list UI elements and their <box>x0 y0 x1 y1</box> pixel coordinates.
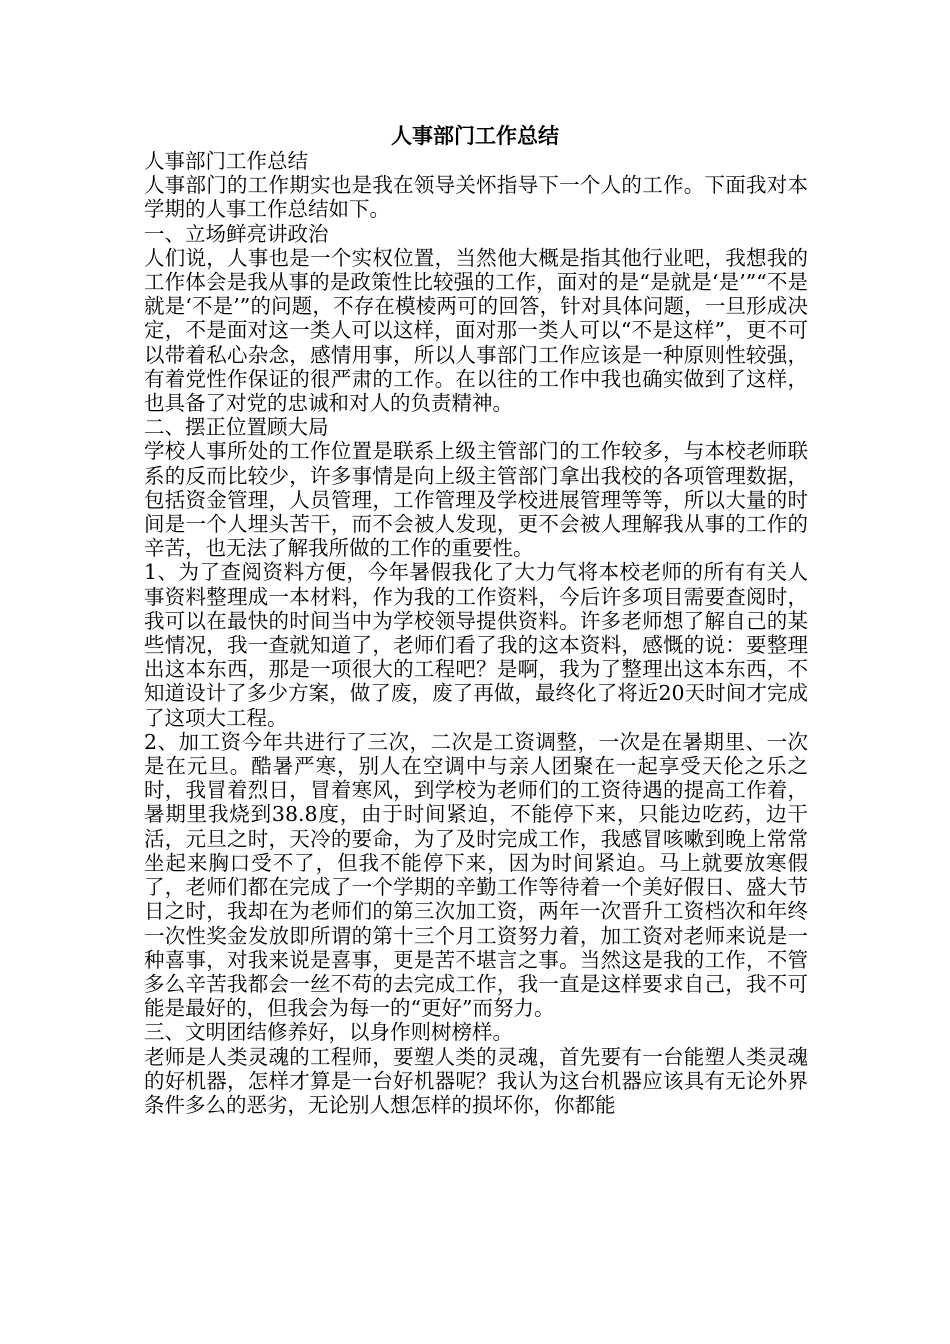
paragraph-heading-repeat: 人事部门工作总结 <box>144 149 308 173</box>
section-heading-3: 三、文明团结修养好，以身作则树榜样。 <box>144 1020 513 1045</box>
paragraph-item-1: 1、为了查阅资料方便，今年暑假我化了大力气将本校老师的所有有关人事资料整理成一本材料，作为我的工作资料，今后许多项目需要查阅时，我可以在最快的时间当中为学校领导提供资料。许多老师想了解自己的某些情况，我一查就知道了，老师们看了我的这本资料，感慨的说：要整理出这本东西，那是一项很大的工程吧？是啊，我为了整理出这本东西，不知道设计了多少方案，做了废，废了再做，最终化了将近20天时间才完成了这项大工程。 <box>144 560 808 730</box>
document-title: 人事部门工作总结 <box>391 124 559 148</box>
paragraph-section-3: 老师是人类灵魂的工程师，要塑人类的灵魂，首先要有一台能塑人类灵魂的好机器，怎样才算是一台好机器呢？我认为这台机器应该具有无论外界条件多么的恶劣，无论别人想怎样的损坏你，你都能 <box>144 1044 808 1117</box>
paragraph-intro: 人事部门的工作期实也是我在领导关怀指导下一个人的工作。下面我对本学期的人事工作总结如下。 <box>144 173 808 222</box>
section-heading-2: 二、摆正位置顾大局 <box>144 415 329 440</box>
paragraph-section-2: 学校人事所处的工作位置是联系上级主管部门的工作较多，与本校老师联系的反而比较少，许多事情是向上级主管部门拿出我校的各项管理数据，包括资金管理，人员管理，工作管理及学校进展管理等等，所以大量的时间是一个人埋头苦干，而不会被人发现，更不会被人理解我从事的工作的辛苦，也无法了解我所做的工作的重要性。 <box>144 439 808 561</box>
section-heading-1: 一、立场鲜亮讲政治 <box>144 221 329 246</box>
document-body <box>144 149 808 1117</box>
paragraph-section-1: 人们说，人事也是一个实权位置，当然他大概是指其他行业吧，我想我的工作体会是我从事的是政策性比较强的工作，面对的是“是就是‘是’”“不是就是‘不是’”的问题，不存在模棱两可的回答，针对具体问题，一旦形成决定，不是面对这一类人可以这样，面对那一类人可以“不是这样”，更不可以带着私心杂念，感情用事，所以人事部门工作应该是一种原则性较强，有着党性作保证的很严肃的工作。在以往的工作中我也确实做到了这样，也具备了对党的忠诚和对人的负责精神。 <box>144 245 808 416</box>
paragraph-item-2: 2、加工资今年共进行了三次，二次是工资调整，一次是在暑期里、一次是在元旦。酷暑严寒，别人在空调中与亲人团聚在一起享受天伦之乐之时，我冒着烈日，冒着寒风，到学校为老师们的工资待遇的提高工作着，暑期里我烧到38.8度，由于时间紧迫，不能停下来，只能边吃药，边干活，元旦之时，天冷的要命，为了及时完成工作，我感冒咳嗽到晚上常常坐起来胸口受不了，但我不能停下来，因为时间紧迫。马上就要放寒假了，老师们都在完成了一个学期的辛勤工作等待着一个美好假日、盛大节日之时，我却在为老师们的第三次加工资，两年一次晋升工资档次和年终一次性奖金发放即所谓的第十三个月工资努力着，加工资对老师来说是一种喜事，对我来说是喜事，更是苦不堪言之事。当然这是我的工作，不管多么辛苦我都会一丝不苟的去完成工作，我一直是这样要求自己，我不可能是最好的，但我会为每一的“更好”而努力。 <box>144 729 808 1021</box>
